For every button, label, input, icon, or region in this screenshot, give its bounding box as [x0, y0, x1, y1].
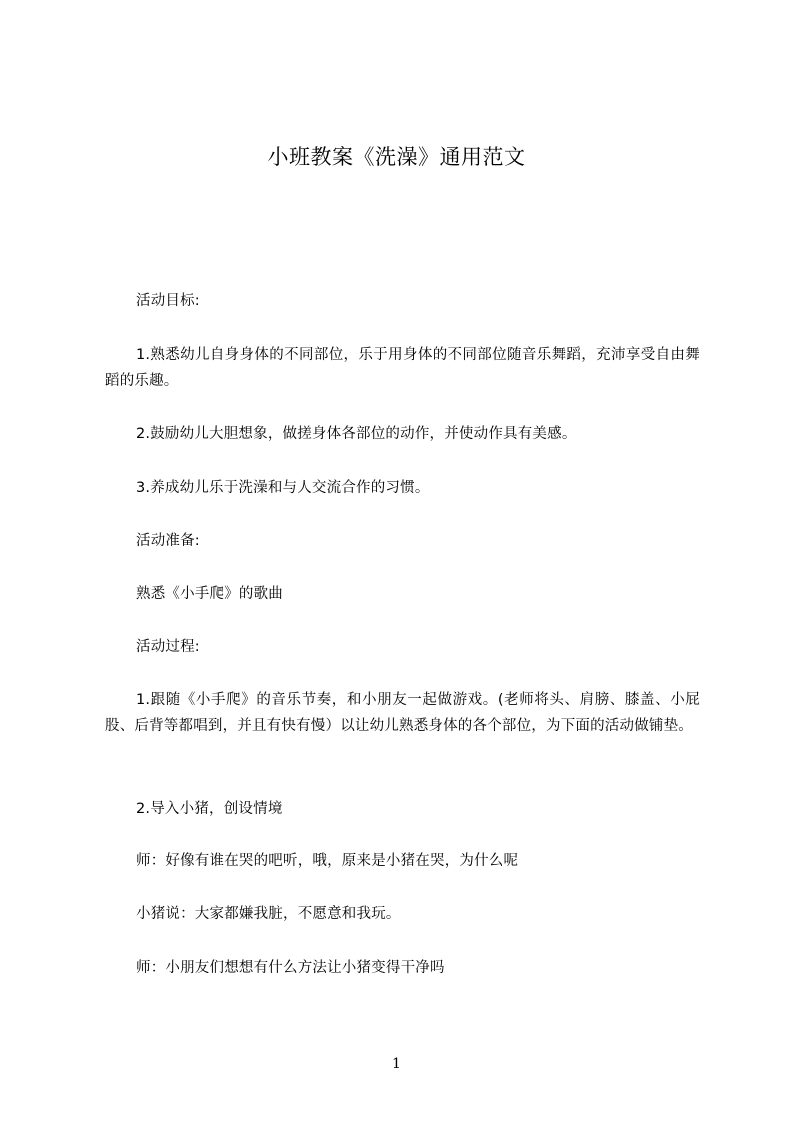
paragraph-piglet-line: 小猪说：大家都嫌我脏，不愿意和我玩。: [136, 906, 401, 922]
page-number: 1: [392, 1056, 401, 1072]
paragraph-preparation-heading: 活动准备:: [136, 533, 200, 549]
paragraph-goal-1: 1.熟悉幼儿自身身体的不同部位，乐于用身体的不同部位随音乐舞蹈，充沛享受自由舞蹈的乐趣。: [105, 347, 700, 389]
paragraph-goal-3: 3.养成幼儿乐于洗澡和与人交流合作的习惯。: [136, 480, 430, 496]
paragraph-process-1: 1.跟随《小手爬》的音乐节奏，和小朋友一起做游戏。(老师将头、肩膀、膝盖、小屁股、后背等都唱到，并且有快有慢）以让幼儿熟悉身体的各个部位，为下面的活动做铺垫。: [105, 692, 700, 734]
paragraph-goal-2: 2.鼓励幼儿大胆想象，做搓身体各部位的动作，并使动作具有美感。: [136, 426, 577, 442]
paragraph-process-heading: 活动过程:: [136, 639, 200, 655]
paragraph-process-2: 2.导入小猪，创设情境: [136, 801, 283, 817]
paragraph-preparation: 熟悉《小手爬》的歌曲: [136, 586, 283, 602]
paragraph-activity-goals-heading: 活动目标:: [136, 293, 200, 309]
document-title: 小班教案《洗澡》通用范文: [267, 145, 526, 169]
paragraph-teacher-line-1: 师：好像有谁在哭的吧听，哦，原来是小猪在哭，为什么呢: [136, 853, 519, 869]
paragraph-teacher-line-2: 师：小朋友们想想有什么方法让小猪变得干净吗: [136, 960, 445, 976]
